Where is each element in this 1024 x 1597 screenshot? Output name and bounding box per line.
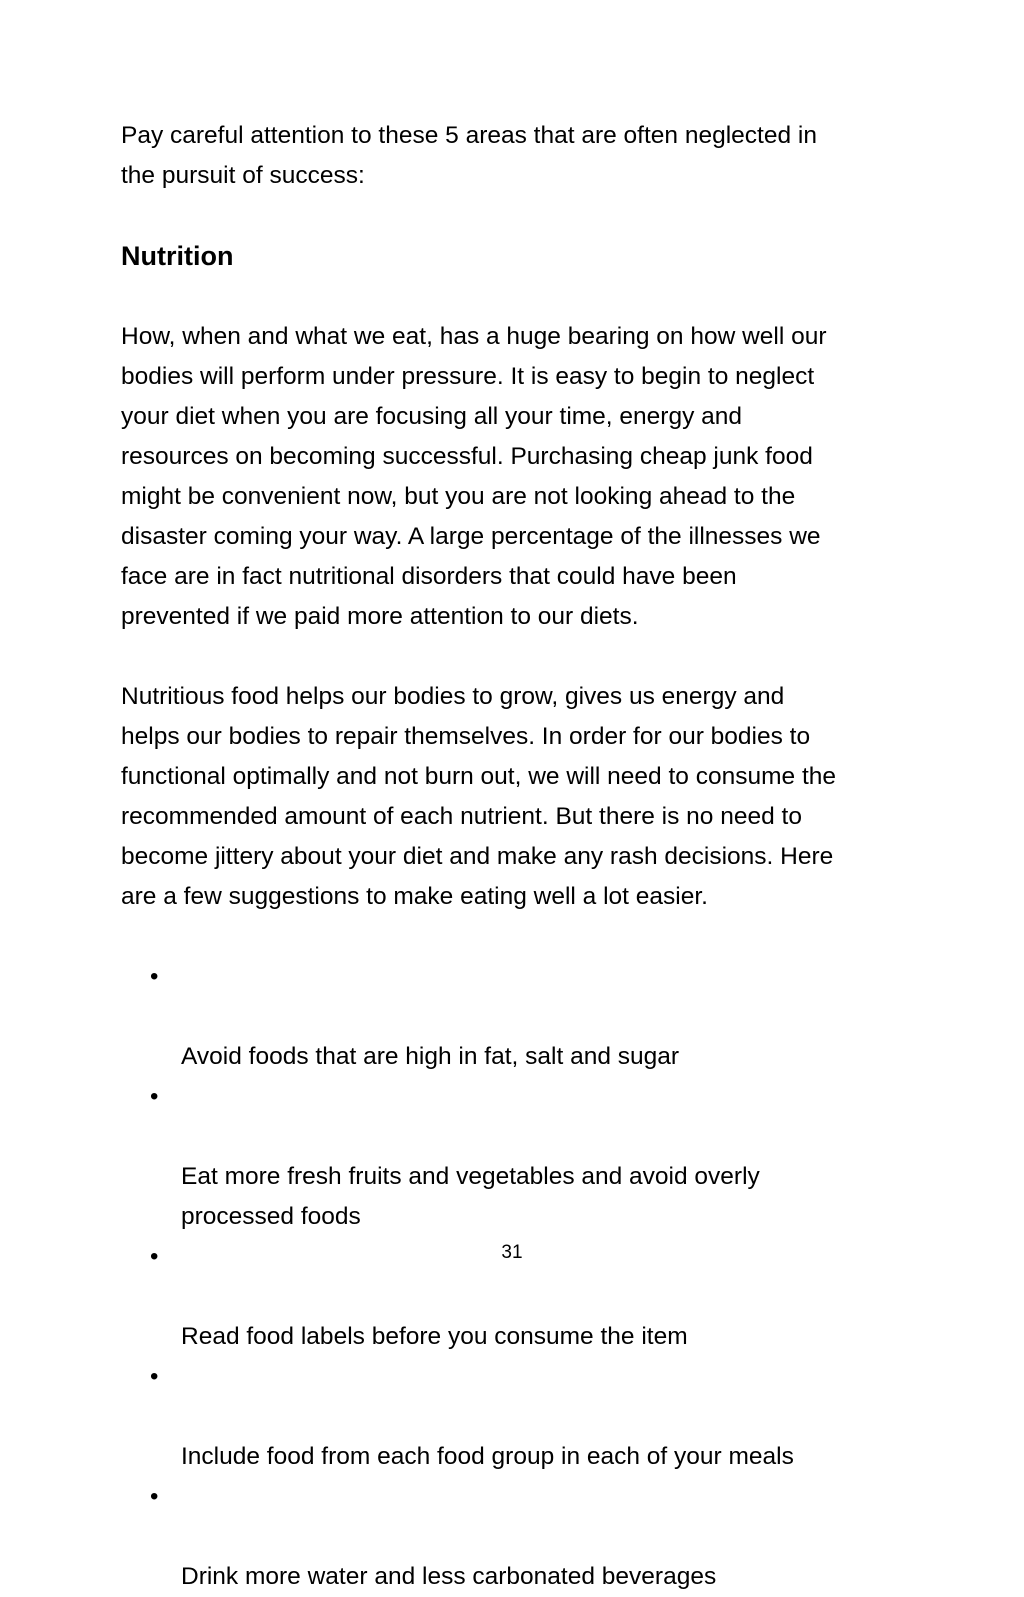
bullet-icon: • — [150, 1363, 159, 1390]
list-item — [121, 1077, 921, 1237]
list-item-text: Drink more water and less carbonated beverages — [181, 1563, 717, 1590]
list-item — [121, 957, 921, 1077]
section-heading-nutrition: Nutrition — [121, 241, 234, 271]
suggestion-list — [121, 957, 921, 1597]
body-paragraph: Nutritious food helps our bodies to grow, gives us energy and helps our bodies to repair themselves. In order for our bodies to functional optimally and not burn out, we will need to consume the recommended amount of each nutrient. But there is no need to become jittery about your diet and make any rash decisions. Here are a few suggestions to make eating well a lot easier. — [121, 683, 837, 910]
intro-paragraph: Pay careful attention to these 5 areas that are often neglected in the pursuit of success: — [121, 122, 817, 189]
bullet-icon: • — [150, 963, 159, 990]
list-item — [121, 1357, 921, 1477]
body-paragraph: How, when and what we eat, has a huge bearing on how well our bodies will perform under pressure. It is easy to begin to neglect your diet when you are focusing all your time, energy and resources on becoming successful. Purchasing cheap junk food might be convenient now, but you are not looking ahead to the disaster coming your way. A large percentage of the illnesses we face are in fact nutritional disorders that could have been prevented if we paid more attention to our diets. — [121, 323, 827, 630]
list-item-text: Eat more fresh fruits and vegetables and avoid overly processed foods — [181, 1163, 760, 1230]
page-content — [121, 116, 921, 1597]
bullet-icon: • — [150, 1083, 159, 1110]
list-item-text: Include food from each food group in each of your meals — [181, 1443, 794, 1470]
bullet-icon: • — [150, 1243, 159, 1270]
list-item — [121, 1477, 921, 1597]
page-number: 31 — [501, 1242, 523, 1263]
list-item-text: Read food labels before you consume the item — [181, 1323, 688, 1350]
bullet-icon: • — [150, 1483, 159, 1510]
list-item-text: Avoid foods that are high in fat, salt and sugar — [181, 1043, 680, 1070]
